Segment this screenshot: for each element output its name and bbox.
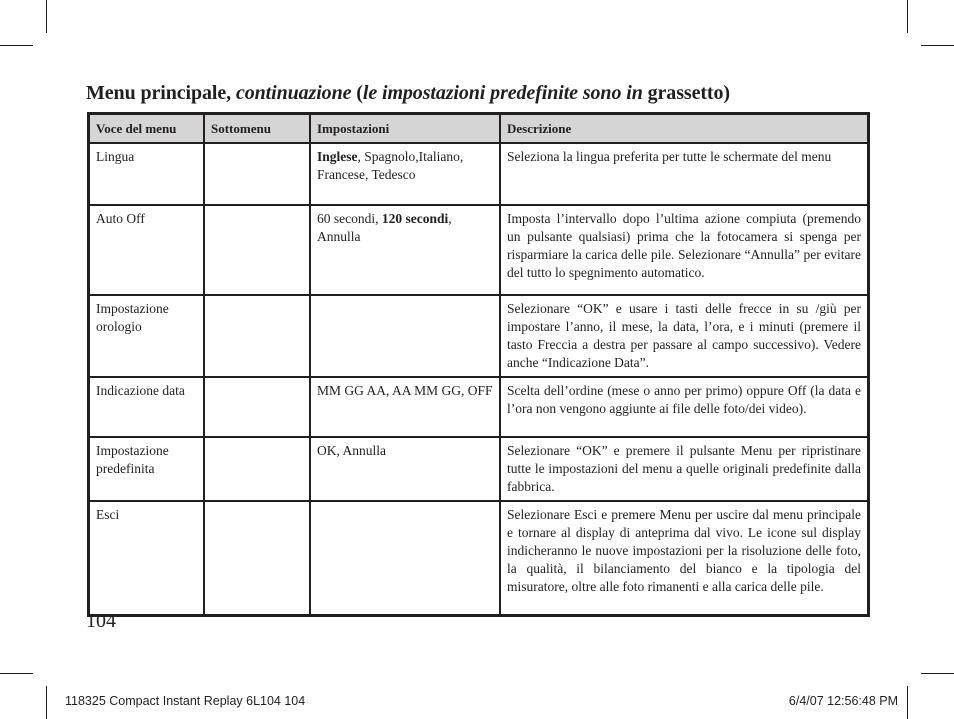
table-header-row bbox=[89, 114, 868, 143]
cell-sottomenu bbox=[204, 377, 310, 437]
header-impostazioni: Impostazioni bbox=[310, 114, 500, 143]
title-paren-close: ) bbox=[723, 82, 730, 104]
header-descrizione: Descrizione bbox=[500, 114, 868, 143]
title-defaults-bold: grassetto bbox=[642, 82, 724, 104]
cell-sottomenu bbox=[204, 501, 310, 615]
cell-voce: Esci bbox=[89, 501, 204, 615]
cell-descrizione: Selezionare “OK” e premere il pulsante Menu per ripristinare tutte le impostazioni del menu a quelle originali predefinite dalla fabbrica. bbox=[500, 437, 868, 501]
options-text: 60 secondi, bbox=[317, 211, 382, 226]
page-title bbox=[86, 82, 730, 105]
crop-mark bbox=[921, 45, 954, 46]
header-sottomenu: Sottomenu bbox=[204, 114, 310, 143]
cell-sottomenu bbox=[204, 205, 310, 295]
crop-mark bbox=[921, 673, 954, 674]
print-slug-file: 118325 Compact Instant Replay 6L104 104 bbox=[65, 694, 306, 708]
cell-voce: Impostazione predefinita bbox=[89, 437, 204, 501]
default-value: Inglese bbox=[317, 149, 358, 164]
page-number: 104 bbox=[86, 610, 116, 632]
cell-descrizione: Selezionare Esci e premere Menu per uscire dal menu principale e tornare al display di anteprima dal vivo. Le icone sul display indicheranno le nuove impostazioni per la risoluzione delle foto, la qualità, il bilanciamento del bianco e la tipologia del misuratore, oltre alle foto rimanenti e alla carica delle pile. bbox=[500, 501, 868, 615]
table-row bbox=[89, 143, 868, 205]
cell-sottomenu bbox=[204, 437, 310, 501]
cell-voce: Lingua bbox=[89, 143, 204, 205]
default-value: 120 secondi bbox=[381, 211, 449, 226]
crop-mark bbox=[0, 45, 33, 46]
table-row bbox=[89, 437, 868, 501]
cell-voce: Auto Off bbox=[89, 205, 204, 295]
crop-mark bbox=[907, 0, 908, 33]
table-row bbox=[89, 377, 868, 437]
cell-descrizione: Selezionare “OK” e usare i tasti delle frecce in su /giù per impostare l’anno, il mese, la data, l’ora, e i minuti (premere il tasto Freccia a destra per passare al campo successivo). Vedere anche “Indicazione Data”. bbox=[500, 295, 868, 377]
title-continuation: continuazione bbox=[235, 82, 352, 104]
table-row bbox=[89, 295, 868, 377]
cell-impostazioni: MM GG AA, AA MM GG, OFF bbox=[310, 377, 500, 437]
table-row bbox=[89, 501, 868, 615]
cell-descrizione: Imposta l’intervallo dopo l’ultima azione compiuta (premendo un pulsante qualsiasi) prima che la fotocamera si spenga per risparmiare la carica delle pile. Selezionare “Annulla” per evitare del tutto lo spegnimento automatico. bbox=[500, 205, 868, 295]
title-main: Menu principale, bbox=[86, 82, 236, 104]
options-text: , Annulla bbox=[317, 211, 452, 244]
title-defaults-note: le impostazioni predefinite sono in bbox=[362, 82, 643, 104]
print-slug-timestamp: 6/4/07 12:56:48 PM bbox=[788, 694, 898, 708]
settings-table bbox=[87, 112, 870, 617]
cell-sottomenu bbox=[204, 295, 310, 377]
cell-impostazioni: OK, Annulla bbox=[310, 437, 500, 501]
crop-mark bbox=[46, 686, 47, 719]
options-text: , Spagnolo,Italiano, Francese, Tedesco bbox=[317, 149, 464, 182]
crop-mark bbox=[46, 0, 47, 33]
crop-mark bbox=[907, 686, 908, 719]
header-voce: Voce del menu bbox=[89, 114, 204, 143]
cell-voce: Impostazione orologio bbox=[89, 295, 204, 377]
cell-descrizione: Seleziona la lingua preferita per tutte le schermate del menu bbox=[500, 143, 868, 205]
title-paren-open: ( bbox=[351, 82, 363, 104]
cell-impostazioni bbox=[310, 143, 500, 205]
cell-voce: Indicazione data bbox=[89, 377, 204, 437]
cell-impostazioni bbox=[310, 205, 500, 295]
cell-impostazioni bbox=[310, 501, 500, 615]
table-row bbox=[89, 205, 868, 295]
crop-mark bbox=[0, 673, 33, 674]
cell-sottomenu bbox=[204, 143, 310, 205]
cell-descrizione: Scelta dell’ordine (mese o anno per primo) oppure Off (la data e l’ora non vengono aggiunte ai file delle foto/dei video). bbox=[500, 377, 868, 437]
cell-impostazioni bbox=[310, 295, 500, 377]
